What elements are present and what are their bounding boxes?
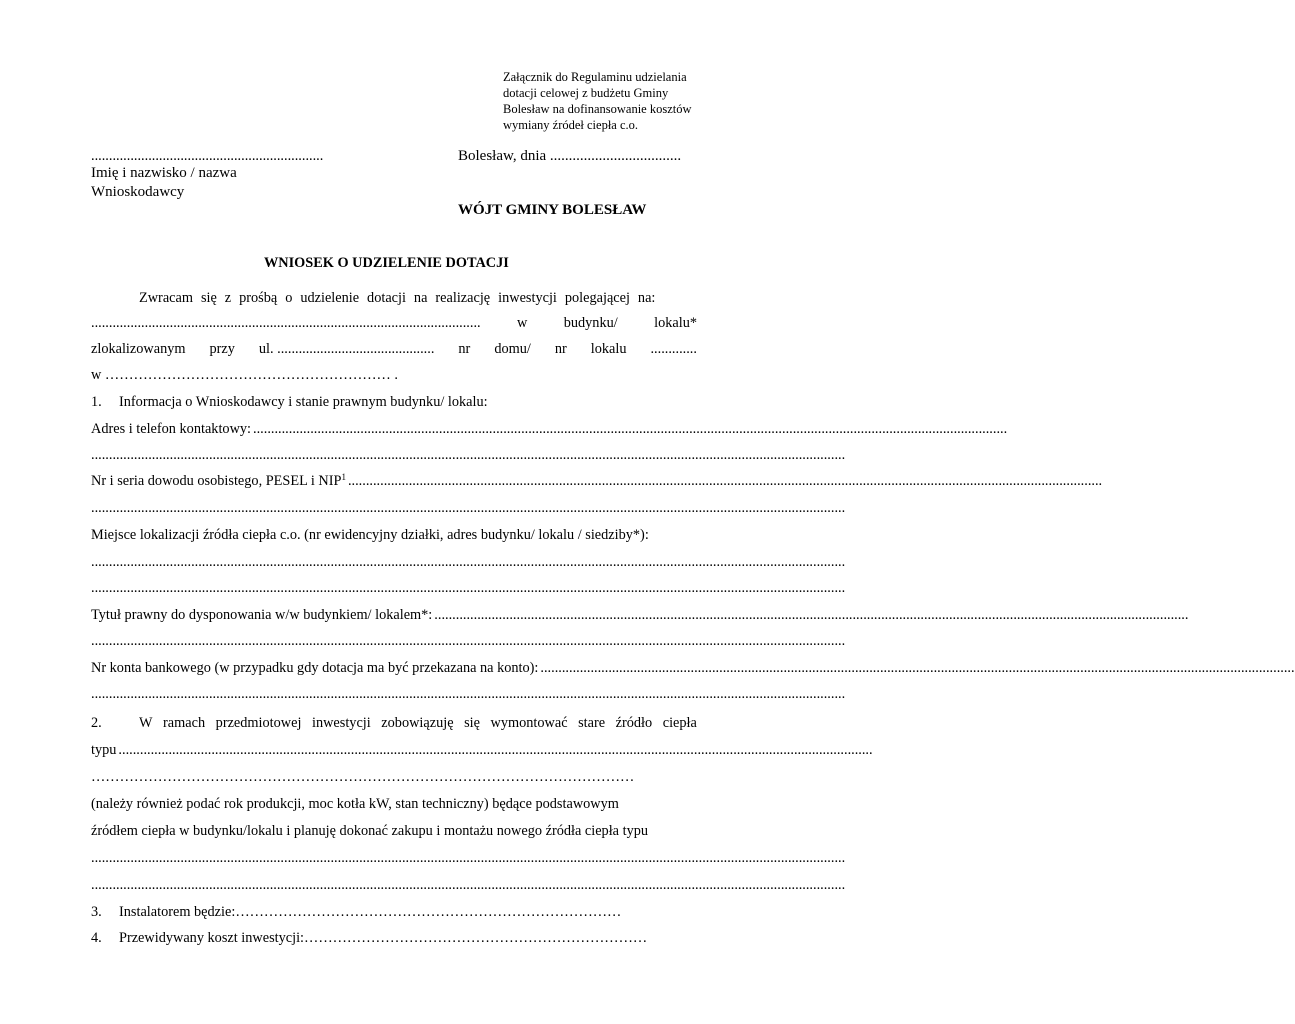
applicant-label: Imię i nazwisko / nazwa xyxy=(91,165,237,181)
legal-title-field-2[interactable]: ................................................................................................................................................................................................................... xyxy=(91,633,846,649)
address-label: Adres i telefon kontaktowy: xyxy=(91,421,252,437)
address-field-2[interactable]: ................................................................................................................................................................................................................... xyxy=(91,447,846,463)
id-field-2[interactable]: ................................................................................................................................................................................................................... xyxy=(91,500,846,516)
annex-line: wymiany źródeł ciepła c.o. xyxy=(503,118,639,132)
annex-line: Bolesław na dofinansowanie kosztów xyxy=(503,102,692,116)
house-number-field[interactable]: ............. xyxy=(650,341,697,357)
new-source-type-field[interactable]: ................................................................................................................................................................................................................... xyxy=(91,850,846,866)
location-field-2[interactable]: ................................................................................................................................................................................................................... xyxy=(91,580,846,596)
bank-field-2[interactable]: ................................................................................................................................................................................................................... xyxy=(91,686,846,702)
old-source-type-row xyxy=(91,741,873,759)
type-label: typu xyxy=(91,742,117,758)
intro-line-1 xyxy=(91,289,697,307)
applicant-name-field[interactable]: ................................................................. xyxy=(91,148,324,164)
location-label: Miejsce lokalizacji źródła ciepła c.o. (nr ewidencyjny działki, adres budynku/ lokalu / siedziby*): xyxy=(91,527,649,543)
section-3: 3. Instalatorem będzie: ……………………………………………………………………… xyxy=(91,904,622,920)
street-field[interactable]: ul. ............................................ xyxy=(258,341,435,357)
section-2-line-5: źródłem ciepła w budynku/lokalu i planuję dokonać zakupu i montażu nowego źródła ciepła typu xyxy=(91,823,649,839)
legal-title-field[interactable]: ................................................................................................................................................................................................................... xyxy=(434,607,1189,623)
bank-field[interactable]: ................................................................................................................................................................................................................... xyxy=(540,660,1295,676)
cost-label: Przewidywany koszt inwestycji: xyxy=(119,930,305,946)
section-4: 4. Przewidywany koszt inwestycji: ……………………………………………………………… xyxy=(91,930,648,946)
city-field[interactable]: w …………………………………………………… . xyxy=(91,367,398,383)
installer-field[interactable]: ……………………………………………………………………… xyxy=(235,904,622,920)
legal-title-label: Tytuł prawny do dysponowania w/w budynkiem/ lokalem*: xyxy=(91,607,433,623)
investment-field[interactable]: ............................................................................................................. xyxy=(91,315,481,331)
legal-title-row xyxy=(91,606,1189,624)
annex-note xyxy=(503,69,692,133)
section-1-heading: 1. Informacja o Wnioskodawcy i stanie prawnym budynku/ lokalu: xyxy=(91,394,488,410)
new-source-type-field-2[interactable]: ................................................................................................................................................................................................................... xyxy=(91,877,846,893)
bank-row xyxy=(91,659,1295,677)
document-title: WNIOSEK O UDZIELENIE DOTACJI xyxy=(264,255,509,271)
bank-label: Nr konta bankowego (w przypadku gdy dotacja ma być przekazana na konto): xyxy=(91,660,539,676)
intro-line-3: zlokalizowanym przy ul. ............................................ nr domu/ nr lokalu ............. xyxy=(91,341,697,357)
old-source-type-field[interactable]: ................................................................................................................................................................................................................... xyxy=(118,742,873,758)
annex-line: Załącznik do Regulaminu udzielania xyxy=(503,70,687,84)
old-source-type-field-2[interactable]: …………………………………………………………………………………………………… xyxy=(91,769,635,785)
id-field[interactable]: ................................................................................................................................................................................................................... xyxy=(347,473,1103,489)
addressee: WÓJT GMINY BOLESŁAW xyxy=(458,202,647,218)
applicant-label-2: Wnioskodawcy xyxy=(91,184,185,200)
address-row xyxy=(91,420,1008,438)
intro-line-2: ............................................................................................................. w budynku/ lokalu* xyxy=(91,315,697,331)
cost-field[interactable]: ……………………………………………………………… xyxy=(304,930,648,946)
intro-text: Zwracam się z prośbą o udzielenie dotacji na realizację inwestycji polegającej na: xyxy=(139,290,656,306)
section-2-line-1: 2. W ramach przedmiotowej inwestycji zobowiązuję się wymontować stare źródło ciepła xyxy=(91,715,697,731)
section-2-line-4: (należy również podać rok produkcji, moc kotła kW, stan techniczny) będące podstawowym xyxy=(91,796,619,812)
id-row xyxy=(91,472,1103,490)
annex-line: dotacji celowej z budżetu Gminy xyxy=(503,86,669,100)
address-field[interactable]: ................................................................................................................................................................................................................... xyxy=(253,421,1008,437)
location-field[interactable]: ................................................................................................................................................................................................................... xyxy=(91,554,846,570)
id-label: Nr i seria dowodu osobistego, PESEL i NIP$^1$ xyxy=(91,472,346,489)
place-date-field[interactable]: Bolesław, dnia ................................... xyxy=(458,148,682,164)
footnote-marker: 1 xyxy=(341,472,346,482)
installer-label: Instalatorem będzie: xyxy=(119,904,236,920)
